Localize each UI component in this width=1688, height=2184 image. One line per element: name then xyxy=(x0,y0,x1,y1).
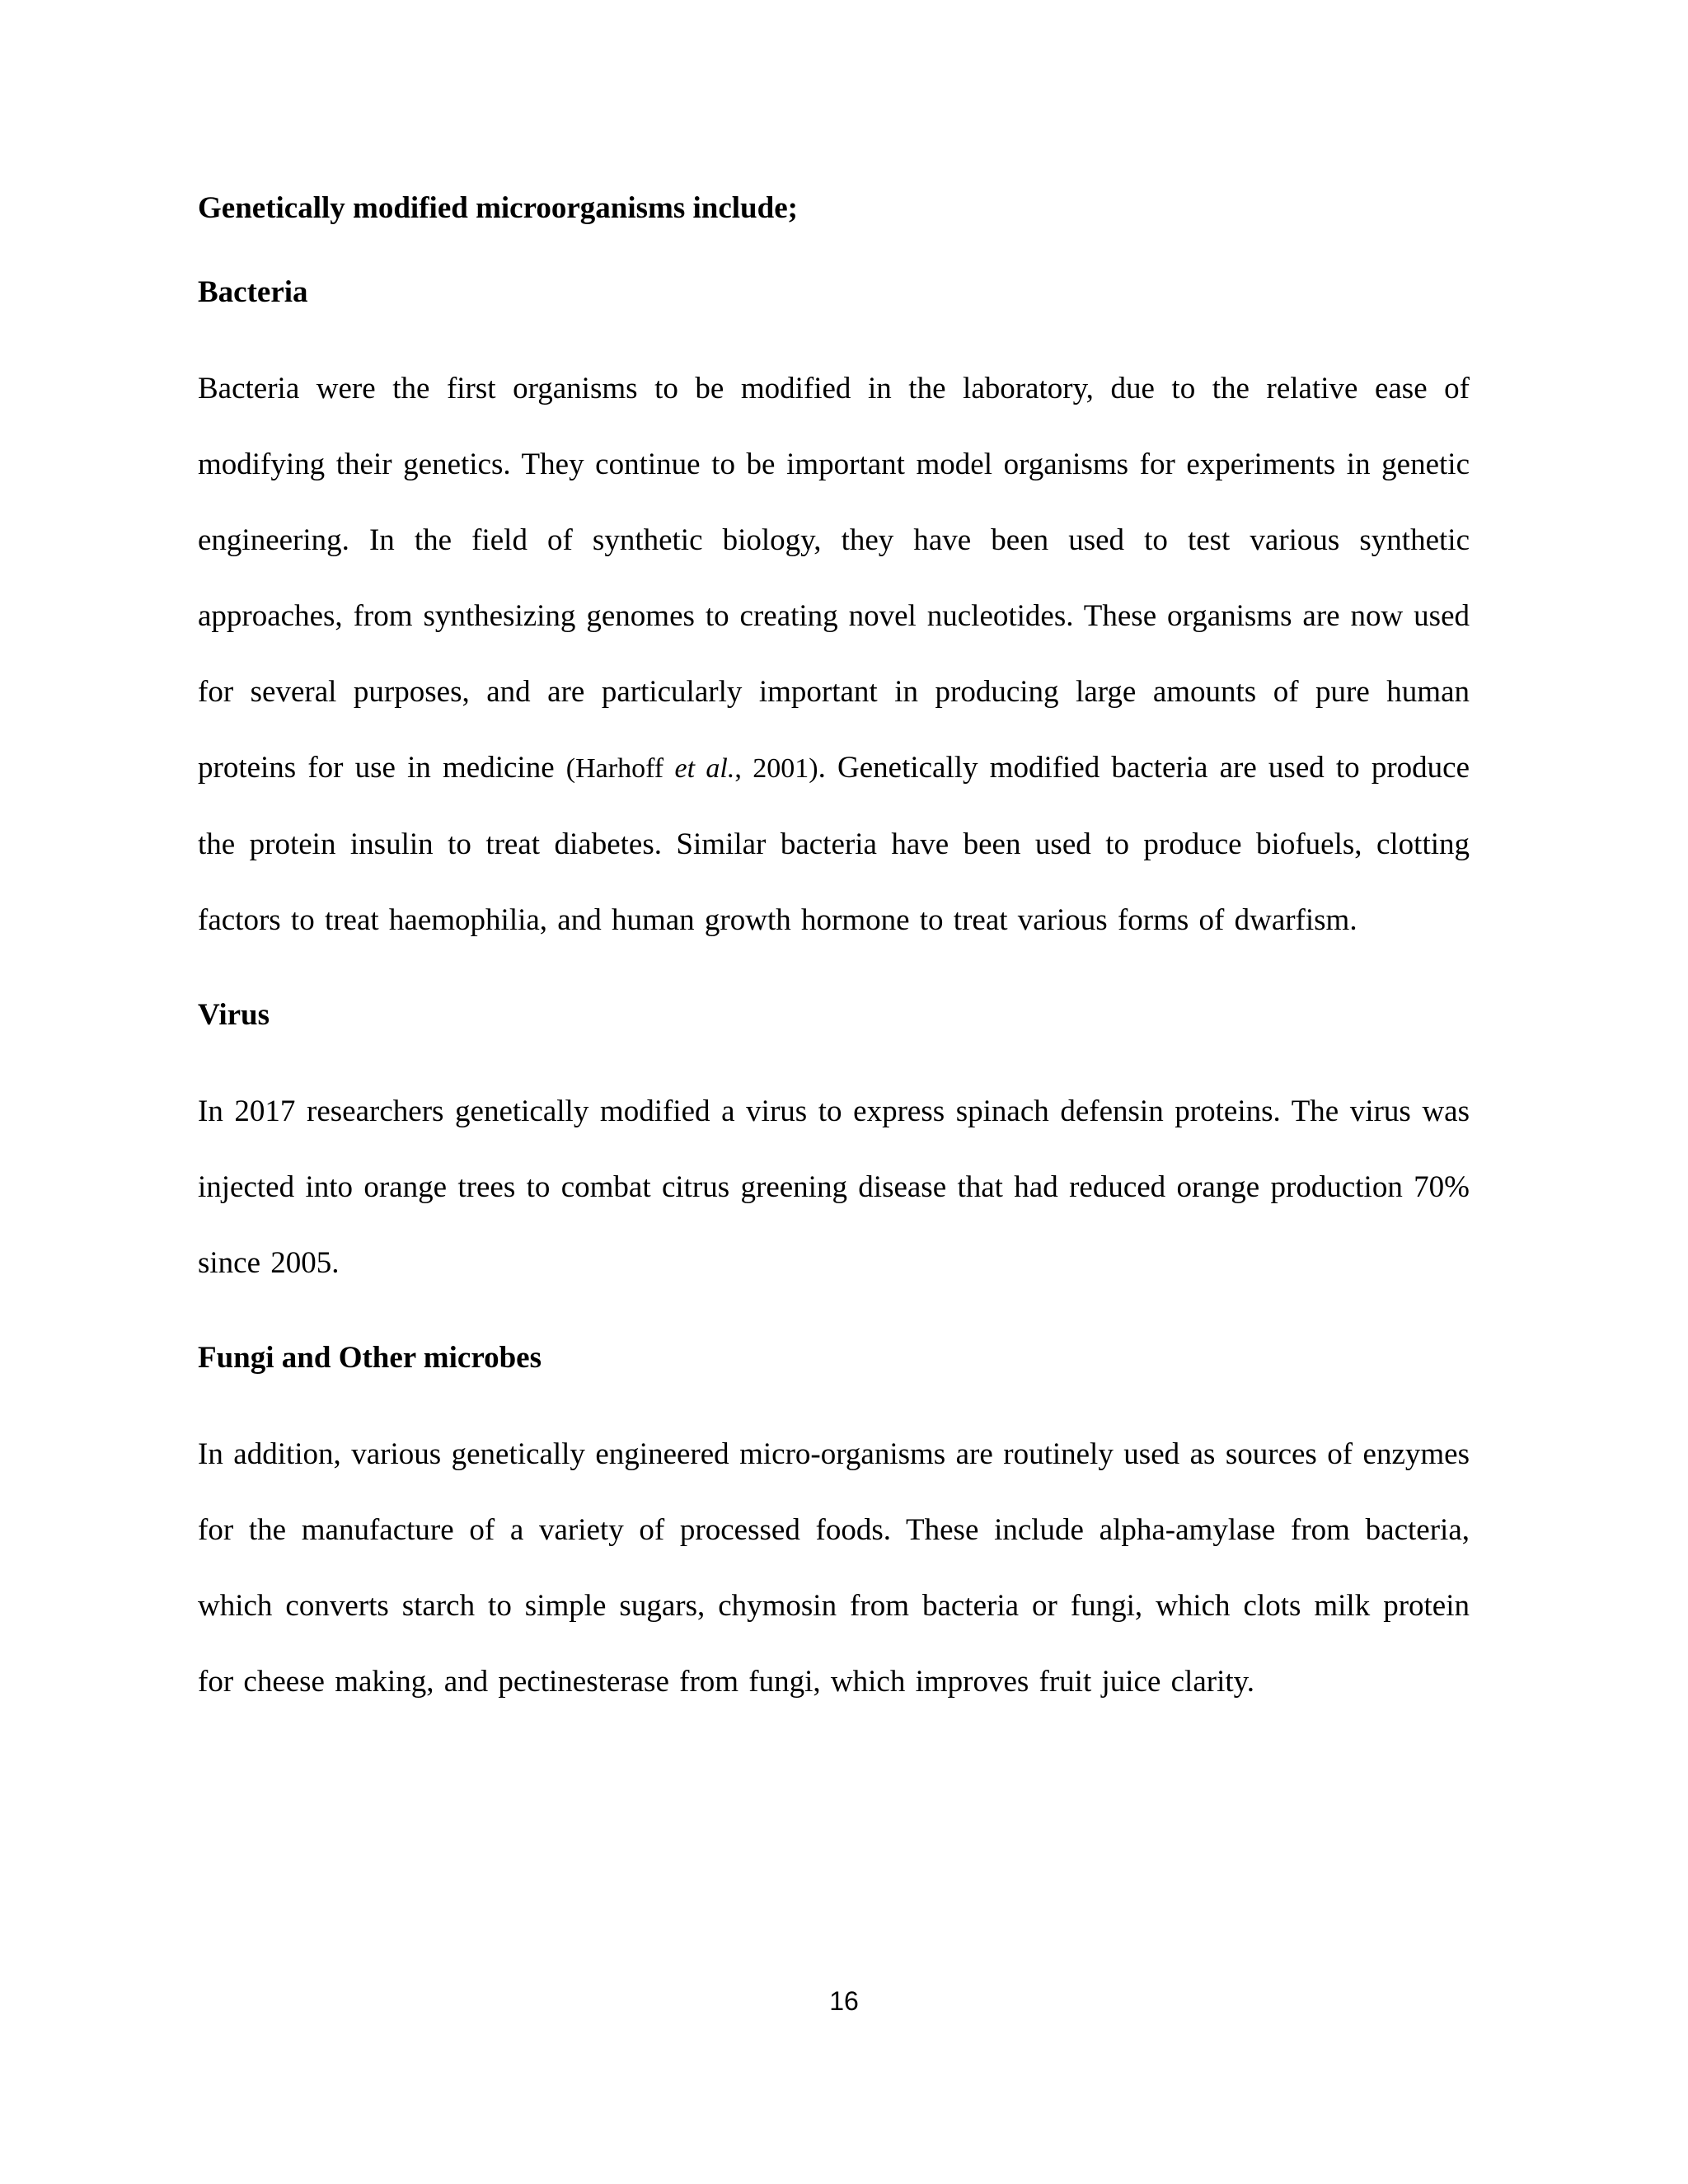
citation-et-al: et al. xyxy=(674,753,735,784)
section-paragraph-bacteria xyxy=(198,351,1470,958)
section-paragraph-fungi: In addition, various genetically engineered micro-organisms are routinely used as sources of enzymes for the manufacture of a variety of processed foods. These include alpha-amylase from bacteria, which converts starch to simple sugars, chymosin from bacteria or fungi, which clots milk protein for cheese making, and pectinesterase from fungi, which improves fruit juice clarity. xyxy=(198,1437,1470,1699)
citation-year: , 2001) xyxy=(734,753,818,784)
paragraph-text: Bacteria were the first organisms to be modified in the laboratory, due to the relative ease of modifying their genetics. They continue to be important model organisms for experiments in genetic engineering. In the field of synthetic biology, they have been used to test various synthetic approaches, from synthesizing genomes to creating novel nucleotides. These organisms are now used for several purposes, and are particularly important in producing large amounts of pure human proteins for use in medicine xyxy=(198,372,1470,785)
section-heading-bacteria: Bacteria xyxy=(198,275,308,309)
section-heading-fungi: Fungi and Other microbes xyxy=(198,1341,542,1375)
intro-heading: Genetically modified microorganisms include; xyxy=(198,191,798,225)
section-heading-virus: Virus xyxy=(198,998,270,1032)
paragraph-text: . Genetically modified bacteria are used to produce the protein insulin to treat diabetes. Similar bacteria have been used to produce biofuels, clotting factors to treat haemophilia, and human growth hormone to treat various forms of dwarfism. xyxy=(198,751,1470,937)
page-content xyxy=(198,188,1470,1720)
page-number: 16 xyxy=(829,1986,859,2016)
section-paragraph-virus: In 2017 researchers genetically modified a virus to express spinach defensin proteins. The virus was injected into orange trees to combat citrus greening disease that had reduced orange production 70% since 2005. xyxy=(198,1094,1470,1280)
citation-author: (Harhoff xyxy=(565,753,675,784)
